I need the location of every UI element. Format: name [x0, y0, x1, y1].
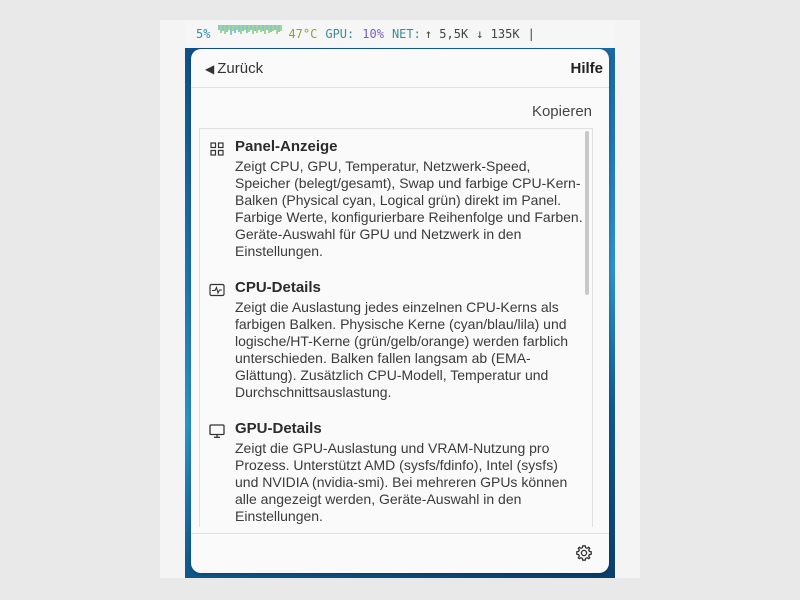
popup-header — [191, 49, 609, 88]
temperature-value: 47°C — [288, 27, 318, 41]
help-popup — [191, 49, 609, 573]
section-text: Zeigt CPU, GPU, Temperatur, Netzwerk-Speed, Speicher (belegt/gesamt), Swap und farbige CPU-Kern-Balken (Physical cyan, Logical grün) direkt im Panel. Farbige Werte, konfigurierbare Reihenfolge und Farben. Geräte-Auswahl für GPU und Netzwerk in den Einstellungen. — [235, 158, 583, 259]
net-download-value: ↓ 135K — [476, 27, 520, 41]
section-text: Zeigt die Auslastung jedes einzelnen CPU-Kerns als farbigen Balken. Physische Kerne (cyan/blau/lila) und logische/HT-Kerne (grün/gelb/orange) werden farblich unterschieden. Balken fallen langsam ab (EMA-Glättung). Zusätzlich CPU-Modell, Temperatur und Durchschnittsauslastung. — [235, 299, 569, 400]
grid-icon — [209, 141, 225, 157]
panel-separator: | — [527, 27, 535, 41]
section-text: Zeigt die GPU-Auslastung und VRAM-Nutzung pro Prozess. Unterstützt AMD (sysfs/fdinfo), Intel (sysfs) und NVIDIA (nvidia-smi). Bei mehreren GPUs können alle angezeigt werden, Geräte-Auswahl in den Einstellungen. — [235, 440, 568, 524]
back-button[interactable] — [205, 60, 263, 77]
back-button-label: Zurück — [217, 60, 264, 77]
help-content[interactable] — [199, 128, 593, 527]
gpu-percent: 10% — [362, 27, 384, 41]
net-label: NET: — [391, 27, 421, 41]
copy-button[interactable]: Kopieren — [531, 103, 592, 120]
section-title: GPU-Details — [235, 420, 322, 437]
section-title: Panel-Anzeige — [235, 138, 338, 155]
section-title: CPU-Details — [235, 279, 321, 296]
top-panel[interactable] — [185, 20, 615, 48]
activity-monitor-icon — [209, 282, 225, 298]
gpu-label: GPU: — [325, 27, 355, 41]
page-title: Hilfe — [570, 60, 603, 77]
gear-icon[interactable] — [575, 544, 593, 562]
back-arrow-icon: ◀ — [205, 62, 215, 76]
cpu-percent: 5% — [196, 27, 211, 41]
cpu-core-bars — [218, 25, 282, 43]
monitor-icon — [209, 423, 225, 439]
scrollbar[interactable] — [585, 131, 589, 295]
net-upload-value: ↑ 5,5K — [424, 27, 469, 41]
cpu-core-bar — [280, 25, 282, 31]
popup-footer — [191, 533, 609, 573]
